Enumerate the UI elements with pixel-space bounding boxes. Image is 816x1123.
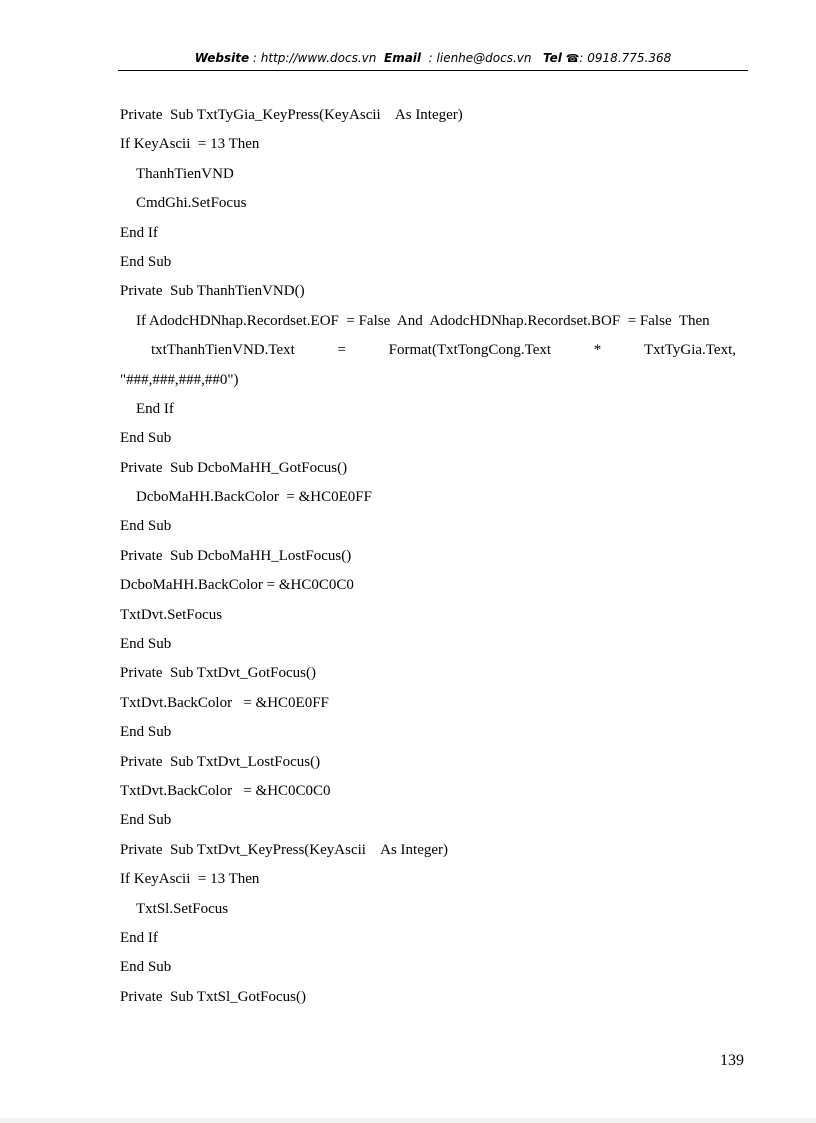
code-line: CmdGhi.SetFocus bbox=[136, 195, 247, 212]
code-line: If AdodcHDNhap.Recordset.EOF = False And AdodcHDNhap.Recordset.BOF = False Then bbox=[136, 312, 710, 329]
code-line: End Sub bbox=[120, 812, 172, 829]
code-token: txtThanhTienVND.Text bbox=[151, 342, 295, 359]
website-label: Website bbox=[194, 51, 250, 65]
code-token: * bbox=[593, 342, 602, 359]
code-line: End Sub bbox=[120, 518, 172, 535]
code-token: TxtTyGia.Text, bbox=[643, 342, 736, 359]
code-token: Format(TxtTongCong.Text bbox=[388, 342, 552, 359]
code-token: = bbox=[337, 342, 346, 359]
code-line: TxtSl.SetFocus bbox=[136, 900, 229, 917]
tel-number: : 0918.775.368 bbox=[579, 51, 672, 65]
code-line: If KeyAscii = 13 Then bbox=[120, 136, 260, 153]
telephone-icon: ☎ bbox=[565, 52, 580, 65]
code-line: TxtDvt.SetFocus bbox=[120, 606, 223, 623]
code-line: TxtDvt.BackColor = &HC0E0FF bbox=[120, 694, 329, 711]
page-header bbox=[118, 51, 748, 69]
code-line: End Sub bbox=[120, 959, 172, 976]
email-label: Email bbox=[384, 51, 422, 65]
code-line: End If bbox=[120, 224, 158, 241]
code-line: Private Sub TxtTyGia_KeyPress(KeyAscii As Integer) bbox=[120, 107, 463, 123]
code-line: End Sub bbox=[120, 430, 172, 447]
page-number: 139 bbox=[720, 1052, 744, 1069]
code-line: DcboMaHH.BackColor = &HC0C0C0 bbox=[120, 577, 354, 594]
code-line: Private Sub TxtDvt_LostFocus() bbox=[120, 753, 321, 770]
header-divider bbox=[118, 70, 748, 71]
code-line: End Sub bbox=[120, 636, 172, 653]
code-line: If KeyAscii = 13 Then bbox=[120, 871, 260, 888]
code-line: End If bbox=[136, 400, 174, 417]
code-line: End Sub bbox=[120, 253, 172, 270]
tel-label: Tel bbox=[542, 51, 562, 65]
code-line: Private Sub DcboMaHH_LostFocus() bbox=[120, 547, 352, 564]
code-line: End Sub bbox=[120, 724, 172, 741]
code-line: TxtDvt.BackColor = &HC0C0C0 bbox=[120, 782, 331, 799]
code-line: ThanhTienVND bbox=[136, 165, 234, 182]
code-line: "###,###,###,##0") bbox=[120, 371, 239, 388]
website-url: : http://www.docs.vn bbox=[252, 51, 377, 65]
code-line: Private Sub TxtDvt_GotFocus() bbox=[120, 665, 316, 682]
code-line: Private Sub ThanhTienVND() bbox=[120, 283, 305, 300]
code-line-justified bbox=[120, 336, 740, 365]
code-line: Private Sub DcboMaHH_GotFocus() bbox=[120, 459, 348, 476]
code-line: Private Sub TxtDvt_KeyPress(KeyAscii As Integer) bbox=[120, 841, 449, 858]
code-line: Private Sub TxtSl_GotFocus() bbox=[120, 988, 306, 1005]
code-listing bbox=[120, 101, 740, 1012]
code-line: DcboMaHH.BackColor = &HC0E0FF bbox=[136, 489, 372, 506]
email-address: : lienhe@docs.vn bbox=[428, 51, 532, 65]
code-line: End If bbox=[120, 929, 158, 946]
page-bottom-edge bbox=[0, 1118, 816, 1123]
